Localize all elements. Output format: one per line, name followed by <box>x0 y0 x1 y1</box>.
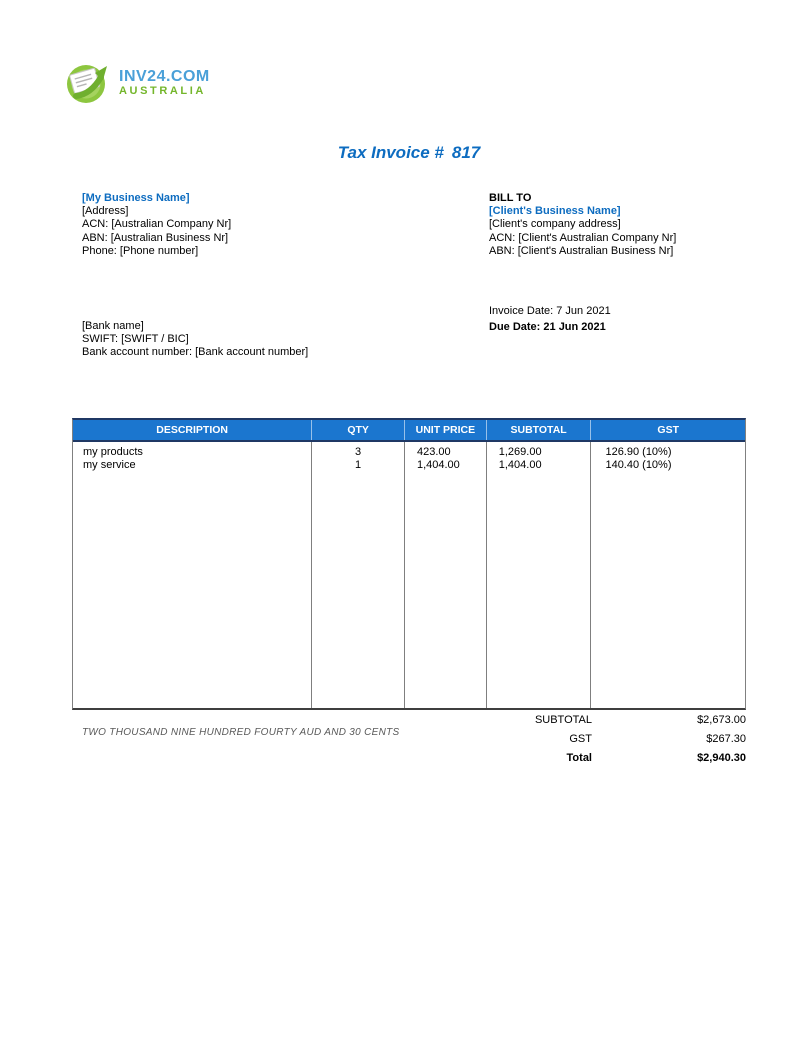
client-acn: ACN: [Client's Australian Company Nr] <box>489 231 677 244</box>
cell-unit-price: 1,404.00 <box>416 459 460 471</box>
inv24-logo-icon <box>64 60 114 106</box>
cell-gst: 126.90 (10%) <box>605 446 672 458</box>
dates-block <box>489 304 611 335</box>
client-abn: ABN: [Client's Australian Business Nr] <box>489 244 674 257</box>
bill-to-heading: BILL TO <box>489 192 532 204</box>
logo-text <box>119 69 210 97</box>
cell-gst: 140.40 (10%) <box>605 459 672 471</box>
bank-block <box>82 320 308 360</box>
logo-region: AUSTRALIA <box>119 85 206 97</box>
logo <box>64 60 210 106</box>
column-description <box>73 442 312 708</box>
column-unit-price <box>405 442 487 708</box>
seller-block <box>82 192 231 258</box>
client-name: [Client's Business Name] <box>489 205 621 218</box>
cell-subtotal: 1,404.00 <box>498 459 542 471</box>
logo-brand: INV24.COM <box>119 68 210 85</box>
bank-account-number: Bank account number: [Bank account number] <box>82 346 309 359</box>
seller-acn: ACN: [Australian Company Nr] <box>82 218 232 231</box>
table-body <box>73 442 745 708</box>
cell-qty: 1 <box>355 459 362 471</box>
table-header-row <box>73 420 745 442</box>
cell-qty: 3 <box>355 446 362 458</box>
seller-abn: ABN: [Australian Business Nr] <box>82 231 229 244</box>
gst-value: $267.30 <box>706 733 746 745</box>
bank-name: [Bank name] <box>82 320 144 332</box>
line-items-table <box>72 418 746 710</box>
invoice-number: 817 <box>451 143 481 162</box>
header-description: DESCRIPTION <box>73 420 312 440</box>
total-value: $2,940.30 <box>697 752 746 764</box>
subtotal-value: $2,673.00 <box>697 714 746 726</box>
header-subtotal: SUBTOTAL <box>487 420 592 440</box>
header-unit-price: UNIT PRICE <box>405 420 487 440</box>
subtotal-label: SUBTOTAL <box>534 714 592 726</box>
invoice-title-text: Tax Invoice # <box>337 143 444 162</box>
column-qty <box>312 442 405 708</box>
cell-unit-price: 423.00 <box>416 446 451 458</box>
header-qty: QTY <box>312 420 405 440</box>
due-date: Due Date: 21 Jun 2021 <box>489 320 606 333</box>
header-gst: GST <box>657 424 680 436</box>
seller-phone: Phone: [Phone number] <box>82 244 199 257</box>
invoice-date: Invoice Date: 7 Jun 2021 <box>489 305 611 317</box>
cell-description: my service <box>83 459 136 471</box>
client-address: [Client's company address] <box>489 218 621 231</box>
total-label: Total <box>566 752 592 764</box>
cell-description: my products <box>83 446 143 458</box>
column-gst <box>591 442 745 708</box>
amount-in-words: TWO THOUSAND NINE HUNDRED FOURTY AUD AND 30 CENTS <box>82 727 400 738</box>
seller-address: [Address] <box>82 205 129 218</box>
column-subtotal <box>487 442 592 708</box>
gst-label: GST <box>569 733 592 745</box>
invoice-title <box>72 143 746 163</box>
cell-subtotal: 1,269.00 <box>498 446 542 458</box>
seller-name: [My Business Name] <box>82 192 190 204</box>
bill-to-block <box>489 192 676 258</box>
bank-swift: SWIFT: [SWIFT / BIC] <box>82 333 189 346</box>
